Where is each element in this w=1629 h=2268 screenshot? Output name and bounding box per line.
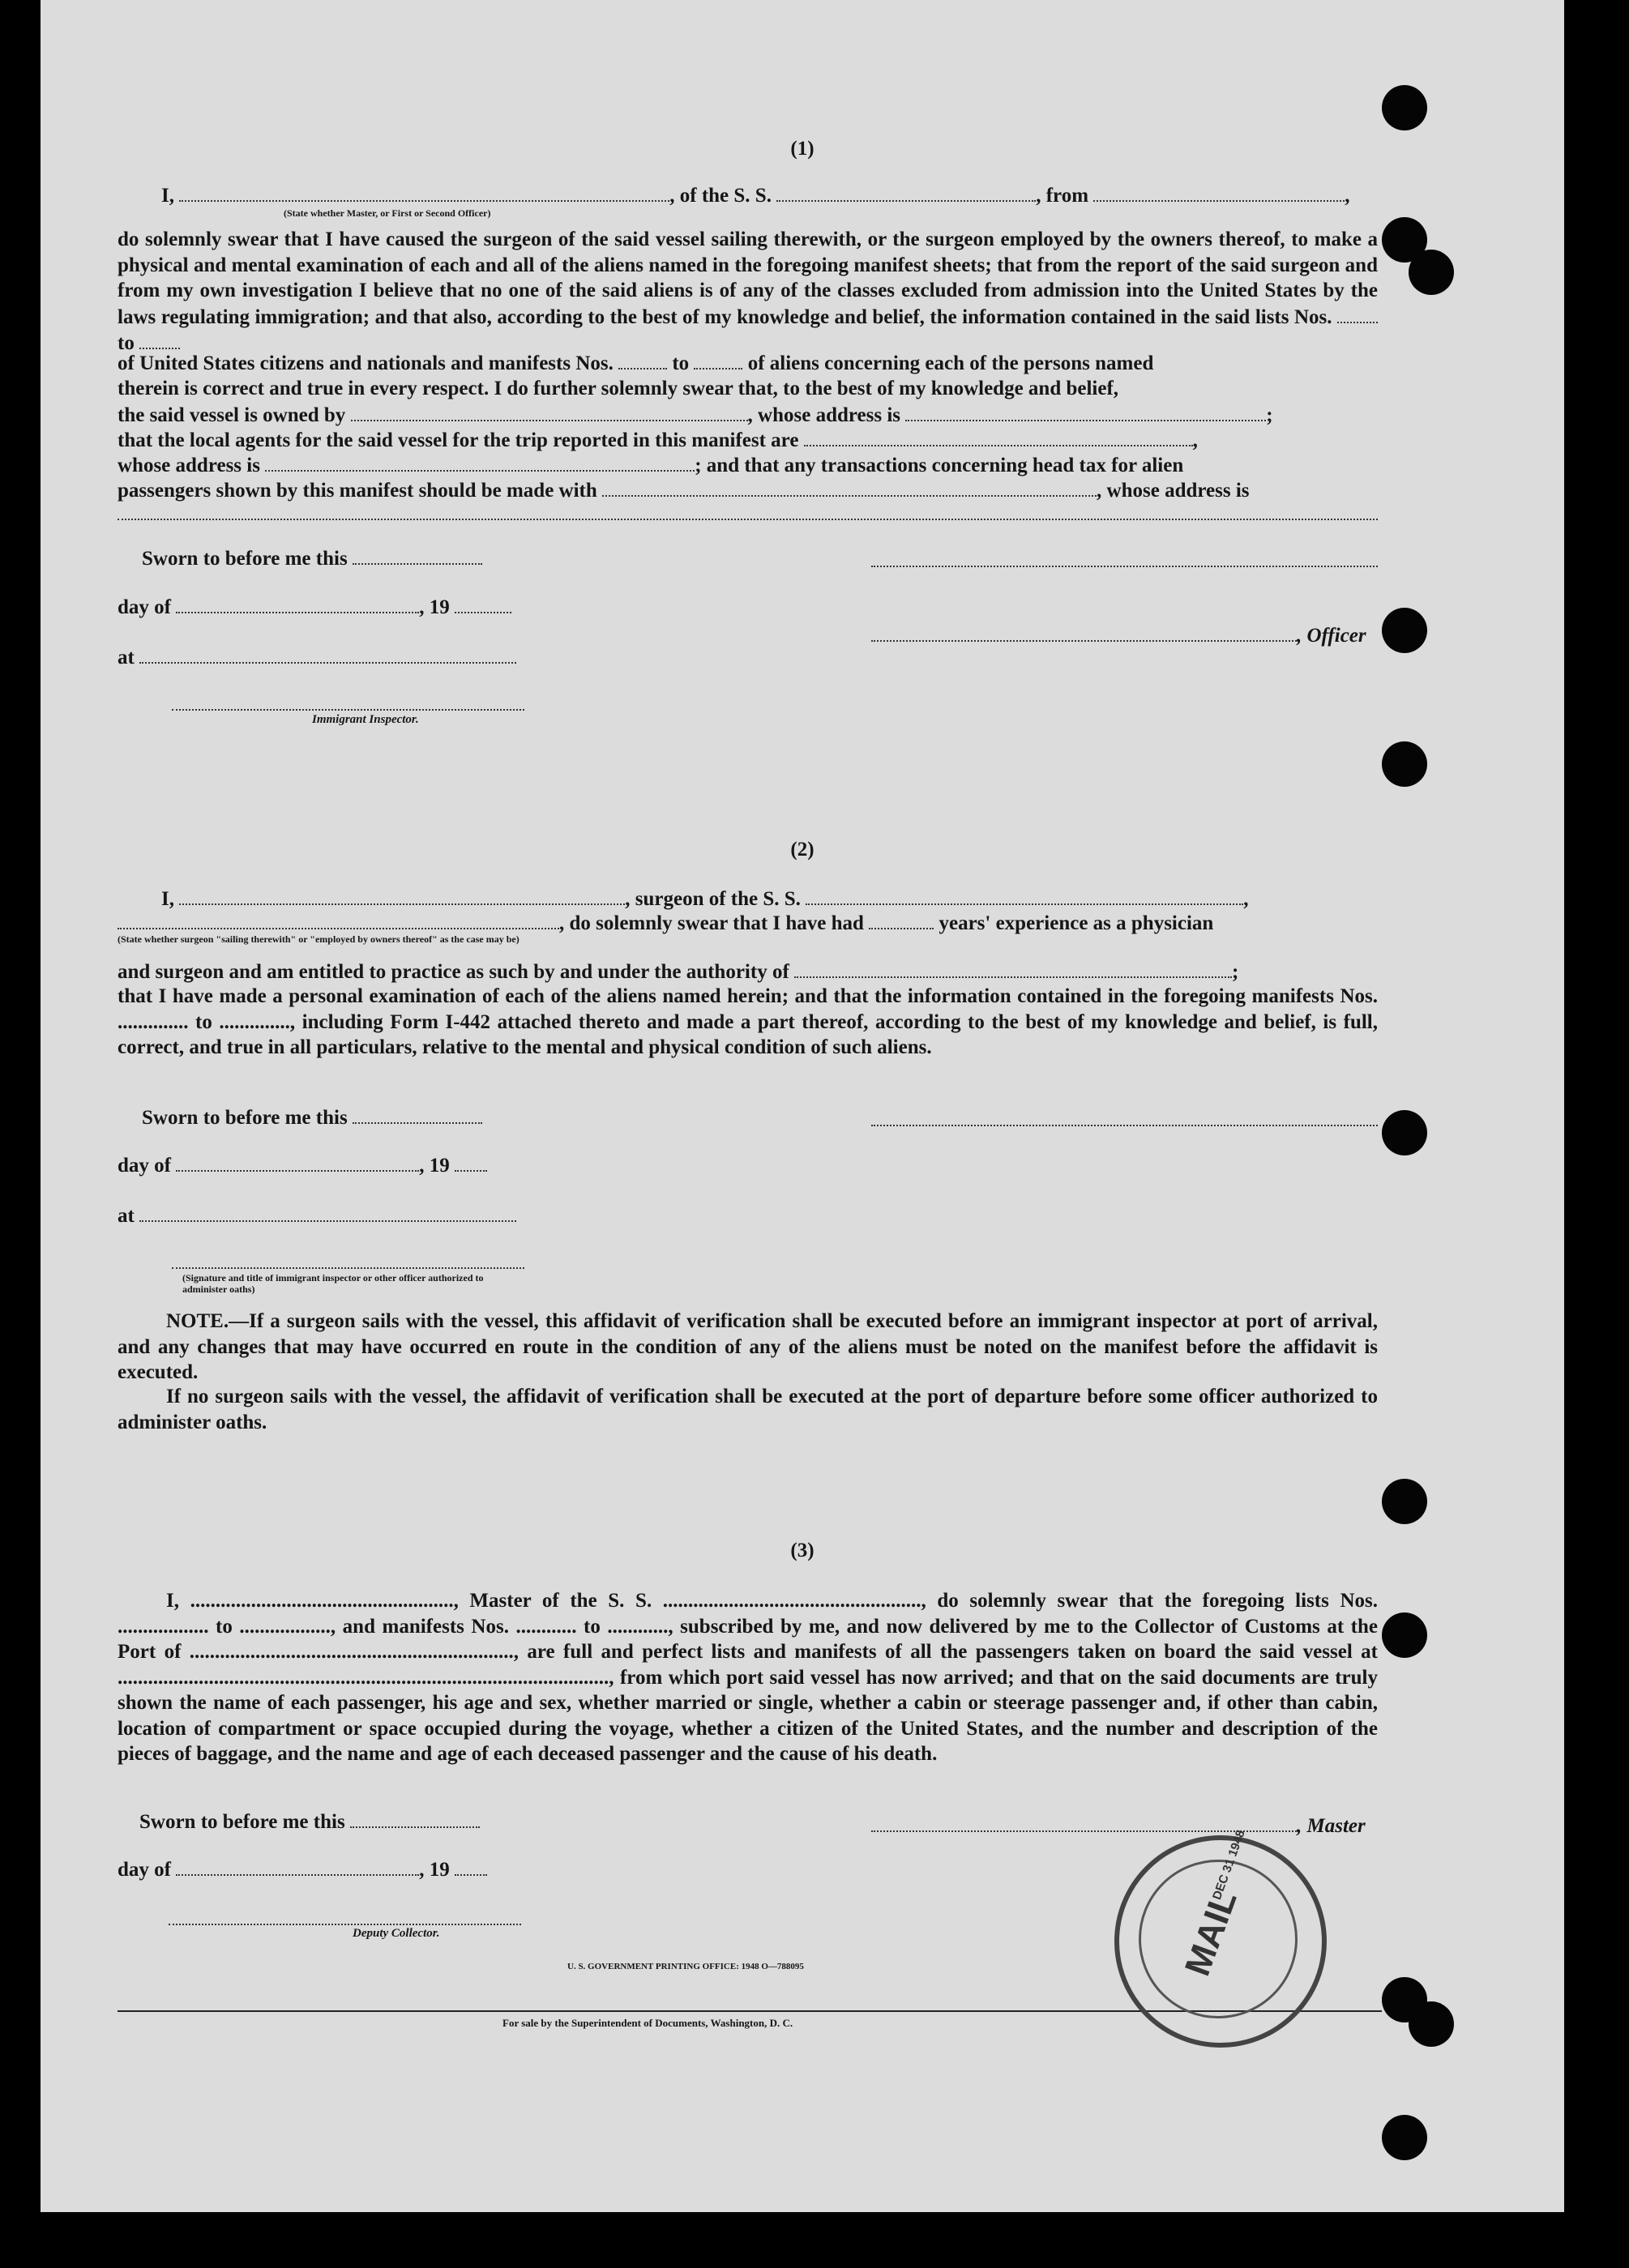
passengers-line: passengers shown by this manifest should be made with , whose address is	[118, 477, 1378, 504]
collector-label: Deputy Collector.	[353, 1927, 440, 1940]
address-blank	[118, 517, 1378, 520]
at-1: at	[118, 644, 604, 671]
punch-hole	[1382, 2115, 1427, 2160]
day-of-3: day of , 19	[118, 1856, 604, 1883]
authority-line: and surgeon and am entitled to practice as such by and under the authority of ;	[118, 959, 1378, 985]
signature-line-1	[871, 564, 1378, 567]
punch-hole	[1409, 2001, 1454, 2047]
officer-hint: (State whether Master, or First or Second Officer)	[284, 207, 491, 219]
inspector-signature-line	[172, 707, 524, 711]
punch-hole	[1382, 1612, 1427, 1658]
section-1-line-1: I, , of the S. S. , from ,	[118, 182, 1378, 209]
officer-signature-line	[172, 1266, 524, 1269]
section-3-paragraph: I, ...................................................., Master of the S. S. ..................................................., do solemnly swear that the foregoing lists Nos. .................. to .................., and manifests Nos. ............ to ............, subscribed by me, and now delivered by me to the Collector of Customs at the Port of ................................................................, are full and perfect lists and manifests of all the passengers taken on board the said vessel at ................................................................................................., from which port said vessel has now arrived; and that on the said documents are truly shown the name of each passenger, his age and sex, whether married or single, whether a cabin or steerage passenger and, if other than cabin, location of compartment or space occupied during the voyage, whether a citizen of the United States, and the number and description of the pieces of baggage, and the name and age of each deceased passenger and the cause of his death.	[118, 1590, 1378, 1765]
note-paragraph-1: NOTE.—If a surgeon sails with the vessel, this affidavit of verification shall be executed before an immigrant inspector at port of arrival, and any changes that may have occurred en route in the condition of any of the aliens must be noted on the manifest before the affidavit is executed.	[118, 1310, 1378, 1383]
gpo-imprint: U. S. GOVERNMENT PRINTING OFFICE: 1948 O—788095	[567, 1962, 804, 1971]
inspector-label: Immigrant Inspector.	[312, 713, 419, 726]
affidavit-page	[41, 0, 1564, 2212]
day-of-1: day of , 19	[118, 594, 604, 621]
mail-postmark-stamp	[1114, 1828, 1327, 2048]
owned-by-line: the said vessel is owned by , whose address is ;	[118, 402, 1378, 429]
years-line: , do solemnly swear that I have had years' experience as a physician	[118, 910, 1378, 937]
punch-hole	[1382, 1479, 1427, 1524]
section-1-paragraph: do solemnly swear that I have caused the surgeon of the said vessel sailing therewith, or the surgeon employed by the owners thereof, to make a physical and mental examination of each and all of the aliens named in the foregoing manifest sheets; that from the report of the said surgeon and from my own investigation I believe that no one of the said aliens is of any of the classes excluded from admission into the United States by the laws regulating immigration; and that also, according to the best of my knowledge and belief, the information contained in the said lists Nos. to	[118, 229, 1378, 354]
stamp-mail-text: MAIL	[1177, 1885, 1245, 1981]
surgeon-hint: (State whether surgeon "sailing therewith" or "employed by owners thereof" as the case may be)	[118, 933, 519, 945]
stamp-date: DEC 31 1948	[1210, 1828, 1248, 1902]
correct-line: therein is correct and true in every respect. I do further solemnly swear that, to the best of my knowledge and belief,	[118, 378, 1119, 399]
local-agents-line: that the local agents for the said vessel for the trip reported in this manifest are ,	[118, 427, 1378, 454]
section-3-number: (3)	[790, 1540, 814, 1561]
day-of-2: day of , 19	[118, 1152, 604, 1179]
section-1-number: (1)	[790, 138, 814, 160]
sworn-1: Sworn to before me this	[142, 545, 628, 572]
officer-line: , Officer	[871, 622, 1382, 649]
sale-notice: For sale by the Superintendent of Documents, Washington, D. C.	[502, 2017, 793, 2029]
note-paragraph-2: If no surgeon sails with the vessel, the affidavit of verification shall be executed at the port of departure before some officer authorized to administer oaths.	[118, 1386, 1378, 1433]
sworn-3: Sworn to before me this	[139, 1809, 626, 1835]
punch-hole	[1382, 1110, 1427, 1155]
signature-line-2	[871, 1123, 1378, 1126]
punch-hole	[1382, 85, 1427, 130]
sworn-2: Sworn to before me this	[142, 1104, 628, 1131]
punch-hole	[1382, 741, 1427, 787]
whose-address-line: whose address is ; and that any transactions concerning head tax for alien	[118, 452, 1378, 479]
signature-hint: (Signature and title of immigrant inspector or other officer authorized to administer oaths)	[182, 1272, 484, 1295]
punch-hole	[1409, 250, 1454, 295]
us-citizens-line: of United States citizens and nationals and manifests Nos. to of aliens concerning each of the persons named	[118, 350, 1378, 377]
surgeon-line: I, , surgeon of the S. S. ,	[118, 886, 1378, 912]
master-line: , Master	[871, 1813, 1382, 1839]
section-2-paragraph: that I have made a personal examination of each of the aliens named herein; and that the information contained in the foregoing manifests Nos. .............. to .............., including Form I-442 attached thereto and made a part thereof, according to the best of my knowledge and belief, is full, correct, and true in all particulars, relative to the mental and physical condition of such aliens.	[118, 985, 1378, 1058]
punch-hole	[1382, 608, 1427, 653]
collector-signature-line	[169, 1922, 521, 1925]
at-2: at	[118, 1202, 604, 1229]
section-2-number: (2)	[790, 839, 814, 861]
